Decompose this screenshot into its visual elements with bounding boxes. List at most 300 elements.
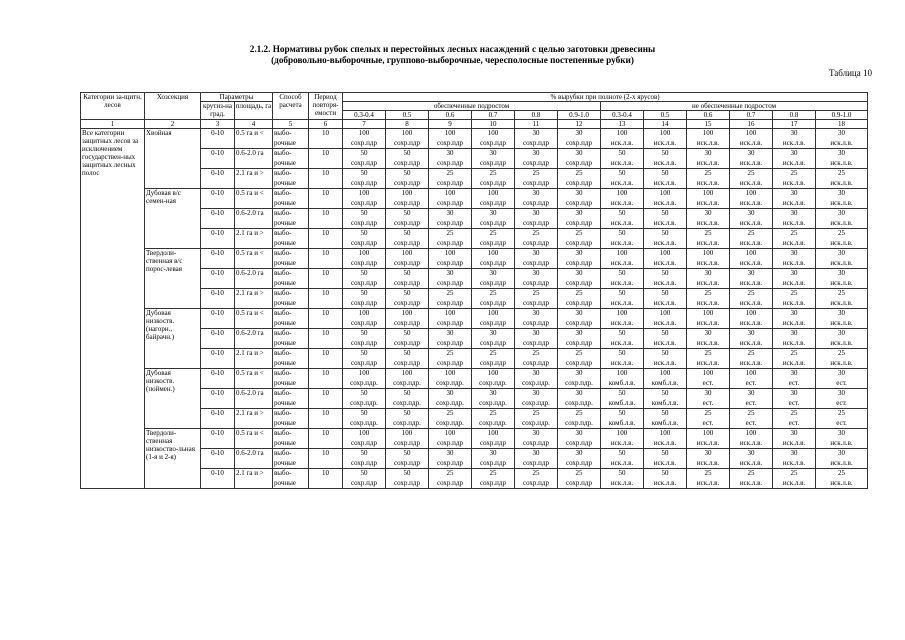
percent-value: 50 <box>386 269 429 279</box>
method-abbrev: сохр.пдр. <box>343 379 386 389</box>
method-abbrev: сохр.пдр <box>429 219 472 229</box>
percent-value: 50 <box>343 329 386 339</box>
percent-value: 30 <box>816 369 868 379</box>
method-abbrev: сохр.пдр <box>558 319 601 329</box>
percent-value: 30 <box>687 209 730 219</box>
area-cell: 0.6-2.0 га <box>235 209 273 229</box>
method-cell: выбо- <box>273 309 309 319</box>
percent-value: 50 <box>601 469 644 479</box>
percent-value: 30 <box>773 269 816 279</box>
method-cell: выбо- <box>273 329 309 339</box>
percent-value: 100 <box>601 429 644 439</box>
percent-value: 25 <box>558 289 601 299</box>
method-cell: выбо- <box>273 289 309 299</box>
percent-value: 25 <box>687 349 730 359</box>
hozsekciya-cell: Твердоли-ственная в/с порос-левая <box>145 249 201 309</box>
percent-value: 100 <box>472 249 515 259</box>
table-row <box>81 429 868 439</box>
method-abbrev: сохр.пдр <box>515 359 558 369</box>
method-abbrev: сохр.пдр <box>343 319 386 329</box>
header-group-a: обеспеченные подростом <box>343 102 601 111</box>
percent-value: 30 <box>773 309 816 319</box>
method-abbrev: иск.л.в. <box>644 259 687 269</box>
percent-value: 50 <box>601 149 644 159</box>
area-cell: 0.6-2.0 га <box>235 269 273 289</box>
percent-value: 100 <box>687 249 730 259</box>
percent-value: 50 <box>343 209 386 219</box>
percent-value: 100 <box>343 189 386 199</box>
method-abbrev: иск.л.в. <box>730 219 773 229</box>
method-abbrev: иск.л.в. <box>816 259 868 269</box>
percent-value: 50 <box>343 389 386 399</box>
column-number: 7 <box>343 120 386 129</box>
percent-value: 50 <box>386 289 429 299</box>
percent-value: 50 <box>644 389 687 399</box>
method-abbrev: иск.л.в. <box>601 359 644 369</box>
percent-value: 50 <box>386 469 429 479</box>
percent-value: 25 <box>515 169 558 179</box>
percent-value: 25 <box>773 349 816 359</box>
percent-value: 50 <box>644 209 687 219</box>
method-abbrev: сохр.пдр <box>386 459 429 469</box>
krutizna-cell: 0-10 <box>201 309 235 329</box>
method-abbrev: сохр.пдр <box>558 459 601 469</box>
percent-value: 30 <box>472 209 515 219</box>
area-cell: 2.1 га и > <box>235 169 273 189</box>
period-cell: 10 <box>309 329 343 349</box>
percent-value: 30 <box>472 269 515 279</box>
percent-value: 30 <box>515 389 558 399</box>
method-cell: рочные <box>273 299 309 309</box>
method-abbrev: сохр.пдр. <box>472 379 515 389</box>
column-number: 1 <box>81 120 145 129</box>
percent-value: 30 <box>558 149 601 159</box>
krutizna-cell: 0-10 <box>201 249 235 269</box>
method-abbrev: иск.л.в. <box>644 359 687 369</box>
header-ploshad: площадь, га <box>235 102 273 120</box>
method-abbrev: сохр.пдр <box>515 239 558 249</box>
method-abbrev: иск.л.в. <box>773 279 816 289</box>
method-abbrev: сохр.пдр <box>558 179 601 189</box>
krutizna-cell: 0-10 <box>201 429 235 449</box>
method-abbrev: сохр.пдр <box>429 259 472 269</box>
method-abbrev: иск.л.в. <box>773 239 816 249</box>
percent-value: 30 <box>515 149 558 159</box>
area-cell: 0.6-2.0 га <box>235 329 273 349</box>
period-cell: 10 <box>309 309 343 329</box>
method-cell: выбо- <box>273 149 309 159</box>
area-cell: 2.1 га и > <box>235 289 273 309</box>
period-cell: 10 <box>309 269 343 289</box>
column-number: 4 <box>235 120 273 129</box>
percent-value: 100 <box>644 309 687 319</box>
method-abbrev: сохр.пдр. <box>429 379 472 389</box>
percent-value: 50 <box>386 329 429 339</box>
method-abbrev: сохр.пдр <box>429 299 472 309</box>
percent-value: 30 <box>515 329 558 339</box>
percent-value: 30 <box>687 329 730 339</box>
percent-value: 30 <box>773 209 816 219</box>
percent-value: 30 <box>773 149 816 159</box>
krutizna-cell: 0-10 <box>201 469 235 489</box>
method-abbrev: сохр.пдр <box>343 159 386 169</box>
area-cell: 0.5 га и < <box>235 369 273 389</box>
method-abbrev: сохр.пдр <box>429 239 472 249</box>
method-abbrev: иск.л.в. <box>601 459 644 469</box>
method-abbrev: сохр.пдр. <box>472 419 515 429</box>
header-polnota: 0.8 <box>773 111 816 120</box>
header-sposob: Способ расчета <box>273 93 309 120</box>
method-abbrev: ест. <box>730 399 773 409</box>
percent-value: 100 <box>730 369 773 379</box>
method-abbrev: сохр.пдр <box>343 219 386 229</box>
method-abbrev: иск.л.в. <box>687 259 730 269</box>
percent-value: 30 <box>515 129 558 139</box>
method-abbrev: иск.л.в. <box>816 199 868 209</box>
method-abbrev: иск.л.в. <box>773 159 816 169</box>
method-abbrev: иск.л.в. <box>816 299 868 309</box>
method-abbrev: иск.л.в. <box>773 479 816 489</box>
method-abbrev: сохр.пдр <box>343 259 386 269</box>
method-abbrev: сохр.пдр <box>386 239 429 249</box>
method-abbrev: иск.л.в. <box>687 199 730 209</box>
percent-value: 100 <box>687 309 730 319</box>
method-abbrev: сохр.пдр <box>472 259 515 269</box>
percent-value: 30 <box>816 249 868 259</box>
method-abbrev: иск.л.в. <box>816 179 868 189</box>
method-abbrev: ест. <box>816 379 868 389</box>
period-cell: 10 <box>309 229 343 249</box>
percent-value: 30 <box>429 389 472 399</box>
method-cell: рочные <box>273 159 309 169</box>
table-row <box>81 129 868 139</box>
percent-value: 30 <box>773 329 816 339</box>
method-abbrev: иск.л.в. <box>601 199 644 209</box>
method-abbrev: сохр.пдр. <box>558 419 601 429</box>
percent-value: 30 <box>429 329 472 339</box>
percent-value: 30 <box>816 269 868 279</box>
percent-value: 100 <box>343 249 386 259</box>
method-cell: рочные <box>273 479 309 489</box>
percent-value: 30 <box>773 189 816 199</box>
percent-value: 30 <box>558 209 601 219</box>
method-abbrev: иск.л.в. <box>730 339 773 349</box>
method-abbrev: ест. <box>687 399 730 409</box>
method-abbrev: иск.л.в. <box>816 319 868 329</box>
method-abbrev: сохр.пдр <box>386 359 429 369</box>
percent-value: 100 <box>601 249 644 259</box>
method-abbrev: комб.л.в. <box>601 399 644 409</box>
method-abbrev: иск.л.в. <box>687 339 730 349</box>
percent-value: 25 <box>558 409 601 419</box>
method-abbrev: иск.л.в. <box>687 159 730 169</box>
method-cell: выбо- <box>273 409 309 419</box>
percent-value: 50 <box>386 229 429 239</box>
method-cell: рочные <box>273 399 309 409</box>
percent-value: 50 <box>386 389 429 399</box>
method-abbrev: сохр.пдр <box>558 139 601 149</box>
method-cell: выбо- <box>273 449 309 459</box>
method-abbrev: сохр.пдр <box>343 179 386 189</box>
method-abbrev: иск.л.в. <box>687 299 730 309</box>
method-abbrev: иск.л.в. <box>601 299 644 309</box>
area-cell: 0.6-2.0 га <box>235 389 273 409</box>
percent-value: 30 <box>816 429 868 439</box>
method-abbrev: иск.л.в. <box>816 279 868 289</box>
percent-value: 100 <box>429 309 472 319</box>
percent-value: 30 <box>515 429 558 439</box>
percent-value: 50 <box>601 289 644 299</box>
method-abbrev: сохр.пдр <box>558 159 601 169</box>
krutizna-cell: 0-10 <box>201 449 235 469</box>
method-abbrev: сохр.пдр <box>515 159 558 169</box>
column-number: 17 <box>773 120 816 129</box>
method-abbrev: сохр.пдр <box>515 279 558 289</box>
percent-value: 30 <box>429 209 472 219</box>
area-cell: 0.6-2.0 га <box>235 449 273 469</box>
header-period: Период повторя-емости <box>309 93 343 120</box>
area-cell: 0.5 га и < <box>235 429 273 449</box>
method-abbrev: сохр.пдр. <box>429 419 472 429</box>
percent-value: 30 <box>558 329 601 339</box>
percent-value: 30 <box>558 449 601 459</box>
percent-value: 30 <box>515 449 558 459</box>
krutizna-cell: 0-10 <box>201 229 235 249</box>
krutizna-cell: 0-10 <box>201 169 235 189</box>
hozsekciya-cell: Дубовая в/с семен-ная <box>145 189 201 249</box>
period-cell: 10 <box>309 289 343 309</box>
percent-value: 100 <box>687 429 730 439</box>
percent-value: 100 <box>644 369 687 379</box>
method-abbrev: иск.л.в. <box>644 479 687 489</box>
percent-value: 25 <box>429 289 472 299</box>
percent-value: 30 <box>558 429 601 439</box>
table-row <box>81 369 868 379</box>
percent-value: 50 <box>601 409 644 419</box>
header-krutizna: крутиз-на град. <box>201 102 235 120</box>
hozsekciya-cell: Твердоли-ственная низкоство-льная (1-я и 2-я) <box>145 429 201 489</box>
percent-value: 25 <box>515 229 558 239</box>
percent-value: 50 <box>601 269 644 279</box>
percent-value: 100 <box>343 129 386 139</box>
method-cell: рочные <box>273 379 309 389</box>
percent-value: 25 <box>472 289 515 299</box>
method-abbrev: иск.л.в. <box>644 279 687 289</box>
percent-value: 25 <box>472 349 515 359</box>
percent-value: 50 <box>343 169 386 179</box>
method-abbrev: сохр.пдр <box>429 359 472 369</box>
method-cell: выбо- <box>273 129 309 139</box>
column-number: 5 <box>273 120 309 129</box>
method-abbrev: комб.л.в. <box>601 379 644 389</box>
method-abbrev: сохр.пдр <box>472 339 515 349</box>
percent-value: 50 <box>386 209 429 219</box>
percent-value: 50 <box>343 149 386 159</box>
method-abbrev: иск.л.в. <box>601 339 644 349</box>
method-abbrev: сохр.пдр <box>558 199 601 209</box>
method-abbrev: сохр.пдр <box>515 299 558 309</box>
table-row <box>81 249 868 259</box>
percent-value: 25 <box>558 349 601 359</box>
percent-value: 25 <box>773 169 816 179</box>
method-cell: выбо- <box>273 189 309 199</box>
method-abbrev: иск.л.в. <box>730 319 773 329</box>
percent-value: 30 <box>558 129 601 139</box>
header-params: Параметры <box>201 93 273 102</box>
method-abbrev: иск.л.в. <box>601 159 644 169</box>
percent-value: 100 <box>730 429 773 439</box>
percent-value: 25 <box>515 349 558 359</box>
percent-value: 100 <box>429 129 472 139</box>
percent-value: 30 <box>816 329 868 339</box>
method-abbrev: сохр.пдр <box>472 299 515 309</box>
percent-value: 25 <box>730 469 773 479</box>
method-abbrev: сохр.пдр <box>472 439 515 449</box>
method-abbrev: комб.л.в. <box>644 419 687 429</box>
percent-value: 25 <box>730 349 773 359</box>
method-abbrev: иск.л.в. <box>773 359 816 369</box>
method-abbrev: сохр.пдр <box>429 459 472 469</box>
percent-value: 30 <box>730 269 773 279</box>
method-abbrev: сохр.пдр <box>343 239 386 249</box>
percent-value: 25 <box>773 229 816 239</box>
method-abbrev: сохр.пдр <box>343 139 386 149</box>
table-row <box>81 309 868 319</box>
method-abbrev: сохр.пдр <box>343 279 386 289</box>
method-abbrev: сохр.пдр <box>472 139 515 149</box>
method-abbrev: иск.л.в. <box>687 359 730 369</box>
method-cell: выбо- <box>273 469 309 479</box>
header-polnota: 0.5 <box>644 111 687 120</box>
method-abbrev: иск.л.в. <box>773 219 816 229</box>
method-abbrev: сохр.пдр <box>558 299 601 309</box>
method-abbrev: иск.л.в. <box>644 319 687 329</box>
method-abbrev: сохр.пдр <box>515 439 558 449</box>
percent-value: 30 <box>773 389 816 399</box>
krutizna-cell: 0-10 <box>201 129 235 149</box>
percent-value: 100 <box>386 369 429 379</box>
percent-value: 100 <box>730 309 773 319</box>
percent-value: 100 <box>386 249 429 259</box>
method-cell: выбо- <box>273 269 309 279</box>
method-abbrev: сохр.пдр. <box>386 379 429 389</box>
krutizna-cell: 0-10 <box>201 269 235 289</box>
percent-value: 100 <box>687 369 730 379</box>
percent-value: 30 <box>515 369 558 379</box>
percent-value: 25 <box>429 469 472 479</box>
method-abbrev: иск.л.в. <box>644 199 687 209</box>
percent-value: 100 <box>429 189 472 199</box>
column-number: 2 <box>145 120 201 129</box>
method-abbrev: сохр.пдр <box>558 239 601 249</box>
method-abbrev: сохр.пдр <box>429 339 472 349</box>
method-abbrev: сохр.пдр <box>472 239 515 249</box>
column-number: 9 <box>429 120 472 129</box>
krutizna-cell: 0-10 <box>201 409 235 429</box>
percent-value: 30 <box>730 149 773 159</box>
column-number: 14 <box>644 120 687 129</box>
method-abbrev: ест. <box>773 399 816 409</box>
percent-value: 30 <box>687 389 730 399</box>
method-abbrev: сохр.пдр. <box>343 399 386 409</box>
period-cell: 10 <box>309 469 343 489</box>
percent-value: 100 <box>730 129 773 139</box>
method-abbrev: сохр.пдр <box>515 259 558 269</box>
method-abbrev: ест. <box>730 419 773 429</box>
header-category: Категории за-щитн. лесов <box>81 93 145 120</box>
header-polnota: 0.6 <box>429 111 472 120</box>
method-abbrev: иск.л.в. <box>601 239 644 249</box>
column-number: 6 <box>309 120 343 129</box>
method-abbrev: сохр.пдр <box>558 339 601 349</box>
percent-value: 30 <box>773 449 816 459</box>
area-cell: 0.6-2.0 га <box>235 149 273 169</box>
percent-value: 30 <box>730 329 773 339</box>
method-abbrev: ест. <box>687 419 730 429</box>
percent-value: 30 <box>816 129 868 139</box>
method-abbrev: иск.л.в. <box>687 279 730 289</box>
method-abbrev: иск.л.в. <box>730 439 773 449</box>
method-abbrev: ест. <box>816 419 868 429</box>
percent-value: 50 <box>644 349 687 359</box>
percent-value: 30 <box>730 389 773 399</box>
method-abbrev: сохр.пдр <box>429 179 472 189</box>
percent-value: 50 <box>644 229 687 239</box>
percent-value: 50 <box>386 169 429 179</box>
area-cell: 2.1 га и > <box>235 349 273 369</box>
method-abbrev: иск.л.в. <box>730 259 773 269</box>
percent-value: 30 <box>773 369 816 379</box>
method-abbrev: иск.л.в. <box>730 459 773 469</box>
header-group-b: не обеспеченные подростом <box>601 102 868 111</box>
method-abbrev: иск.л.в. <box>644 459 687 469</box>
method-abbrev: иск.л.в. <box>730 179 773 189</box>
title-line-1: 2.1.2. Нормативы рубок спелых и перестойных лесных насаждений с целью заготовки древесины <box>249 44 656 54</box>
method-abbrev: сохр.пдр <box>558 279 601 289</box>
method-abbrev: иск.л.в. <box>687 459 730 469</box>
percent-value: 30 <box>472 449 515 459</box>
percent-value: 30 <box>816 309 868 319</box>
period-cell: 10 <box>309 369 343 389</box>
percent-value: 50 <box>644 329 687 339</box>
percent-value: 100 <box>429 249 472 259</box>
method-abbrev: иск.л.в. <box>816 219 868 229</box>
method-abbrev: иск.л.в. <box>773 179 816 189</box>
method-abbrev: сохр.пдр. <box>558 399 601 409</box>
area-cell: 2.1 га и > <box>235 469 273 489</box>
method-cell: выбо- <box>273 349 309 359</box>
percent-value: 50 <box>601 229 644 239</box>
method-abbrev: сохр.пдр <box>386 339 429 349</box>
method-abbrev: ест. <box>730 379 773 389</box>
table-label: Таблица 10 <box>829 68 872 78</box>
method-abbrev: иск.л.в. <box>773 319 816 329</box>
method-abbrev: сохр.пдр <box>386 439 429 449</box>
method-abbrev: сохр.пдр. <box>515 419 558 429</box>
method-cell: выбо- <box>273 369 309 379</box>
header-polnota: 0.3-0.4 <box>601 111 644 120</box>
method-abbrev: иск.л.в. <box>601 219 644 229</box>
percent-value: 30 <box>472 329 515 339</box>
method-abbrev: сохр.пдр <box>429 479 472 489</box>
percent-value: 25 <box>429 349 472 359</box>
method-abbrev: сохр.пдр <box>386 259 429 269</box>
percent-value: 50 <box>343 269 386 279</box>
method-abbrev: сохр.пдр <box>386 199 429 209</box>
percent-value: 100 <box>730 189 773 199</box>
percent-value: 30 <box>687 449 730 459</box>
method-abbrev: иск.л.в. <box>730 159 773 169</box>
